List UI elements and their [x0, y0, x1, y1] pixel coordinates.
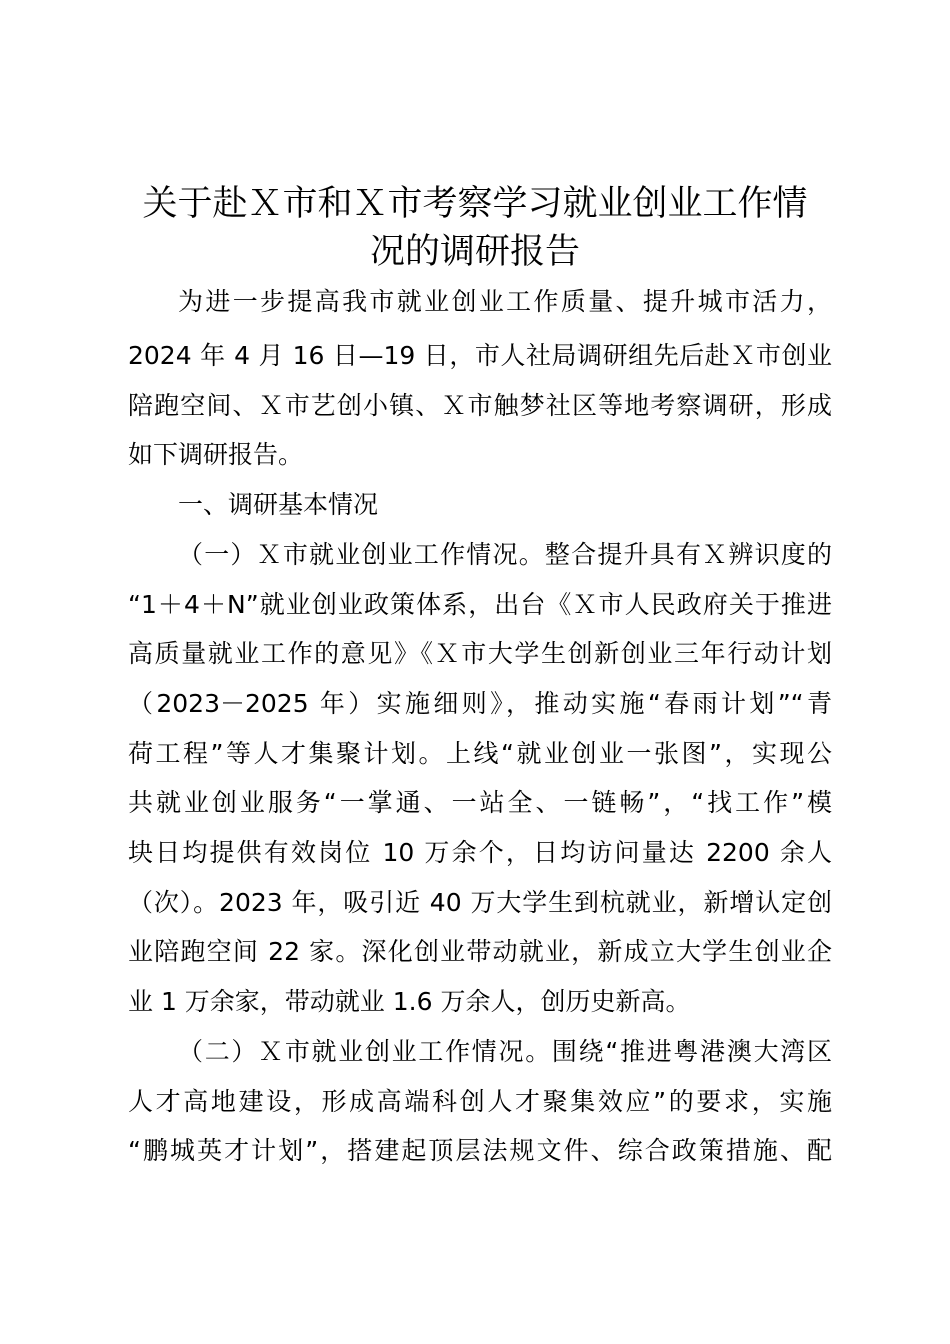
paragraph-line: （二）Ｘ市就业创业工作情况。围绕“推进粤港澳大湾区: [178, 1037, 832, 1066]
paragraph-line: 人才高地建设，形成高端科创人才聚集效应”的要求，实施: [128, 1087, 832, 1116]
document-title: [110, 180, 840, 276]
paragraph-line: 2024 年 4 月 16 日—19 日，市人社局调研组先后赴Ｘ市创业: [128, 341, 832, 370]
paragraph-line: 荷工程”等人才集聚计划。上线“就业创业一张图”，实现公: [128, 739, 832, 768]
paragraph-line: 如下调研报告。: [128, 440, 304, 469]
paragraph-line: 块日均提供有效岗位 10 万余个，日均访问量达 2200 余人: [128, 838, 832, 867]
paragraph-line: 陪跑空间、Ｘ市艺创小镇、Ｘ市触梦社区等地考察调研，形成: [128, 391, 832, 420]
paragraph-line: 业 1 万余家，带动就业 1.6 万余人，创历史新高。: [128, 987, 691, 1016]
paragraph-line: （2023－2025 年）实施细则》，推动实施“春雨计划”“青: [128, 689, 832, 718]
paragraph-line: （次）。2023 年，吸引近 40 万大学生到杭就业，新增认定创: [128, 888, 832, 917]
paragraph-line: “1＋4＋N”就业创业政策体系，出台《Ｘ市人民政府关于推进: [128, 590, 832, 619]
paragraph-line: 为进一步提高我市就业创业工作质量、提升城市活力，: [178, 287, 832, 316]
paragraph-line: 共就业创业服务“一掌通、一站全、一链畅”，“找工作”模: [128, 788, 832, 817]
title-line-2: 况的调研报告: [369, 232, 580, 272]
paragraph-line: “鹏城英才计划”，搭建起顶层法规文件、综合政策措施、配: [128, 1136, 832, 1165]
paragraph-line: 高质量就业工作的意见》《Ｘ市大学生创新创业三年行动计划: [128, 639, 832, 668]
section-heading: 一、调研基本情况: [178, 490, 379, 519]
paragraph-line: （一）Ｘ市就业创业工作情况。整合提升具有Ｘ辨识度的: [178, 540, 832, 569]
paragraph-line: 业陪跑空间 22 家。深化创业带动就业，新成立大学生创业企: [128, 937, 832, 966]
title-line-1: 关于赴Ｘ市和Ｘ市考察学习就业创业工作情: [142, 184, 808, 224]
